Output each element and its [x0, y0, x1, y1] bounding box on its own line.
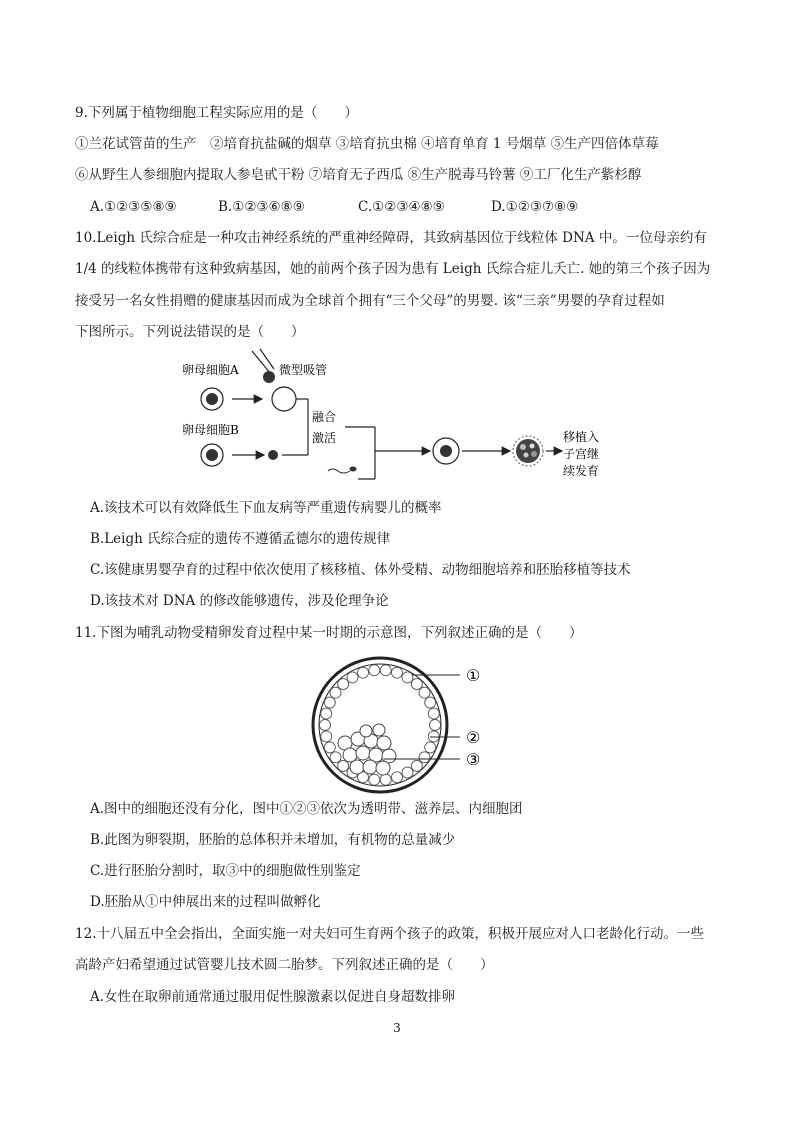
label-transfer-3: 续发育 — [563, 464, 600, 478]
trophoblast-cell — [411, 760, 422, 771]
trophoblast-cell — [419, 752, 430, 763]
micropipette — [252, 349, 275, 383]
q10-stem-line2: 1/4 的线粒体携带有这种致病基因，她的前两个孩子因为患有 Leigh 氏综合症儿夭亡. 她的第三个孩子因为 — [75, 261, 711, 277]
q11-option-a: A.图中的细胞还没有分化，图中①②③依次为透明带、滋养层、内细胞团 — [90, 801, 523, 817]
q10-option-c: C.该健康男婴孕育的过程中依次使用了核移植、体外受精、动物细胞培养和胚胎移植等技术 — [90, 562, 631, 578]
q11-option-d: D.胚胎从①中伸展出来的过程叫做孵化 — [90, 894, 321, 910]
q10-stem-line1: 10.Leigh 氏综合症是一种攻击神经系统的严重神经障碍，其致病基因位于线粒体 DNA 中。一位母亲约有 — [75, 230, 707, 246]
blastocyst-diagram — [300, 655, 500, 795]
label-activate: 激活 — [312, 431, 337, 445]
q12-stem-line1: 12.十八届五中全会指出，全面实施一对夫妇可生育两个孩子的政策，积极开展应对人口老龄化行动。一些 — [75, 926, 704, 942]
egg-cell-b — [201, 444, 223, 466]
sperm — [328, 467, 357, 474]
q9-items-line1: ①兰花试管苗的生产 ②培育抗盐碱的烟草 ③培育抗虫棉 ④培育单育 1 号烟草 ⑤生产四倍体草莓 — [75, 136, 659, 152]
trophoblast-cell — [380, 665, 391, 676]
trophoblast-cell — [338, 679, 349, 690]
trophoblast-cell — [425, 742, 436, 753]
label-fuse: 融合 — [312, 410, 337, 424]
trophoblast-cell — [324, 697, 335, 708]
trophoblast-cell — [402, 767, 413, 778]
label-3: ③ — [466, 750, 481, 769]
label-pipette: 微型吸管 — [279, 363, 328, 377]
trophoblast-cell — [324, 742, 335, 753]
q12-option-a: A.女性在取卵前通常通过服用促性腺激素以促进自身超数排卵 — [90, 989, 456, 1005]
trophoblast-cell — [358, 667, 369, 678]
q9-option-b: B.①②③⑥⑧⑨ — [218, 199, 305, 215]
q9-option-a: A.①②③⑤⑧⑨ — [90, 199, 177, 215]
label-transfer-1: 移植入 — [563, 430, 600, 444]
label-2: ② — [466, 728, 481, 747]
trophoblast-cell — [392, 667, 403, 678]
trophoblast-cell — [321, 731, 332, 742]
trophoblast-cell — [419, 687, 430, 698]
label-egg-a: 卵母细胞A — [182, 363, 239, 377]
q9-stem: 9.下列属于植物细胞工程实际应用的是（ ） — [75, 105, 358, 121]
three-parent-baby-diagram — [170, 345, 630, 490]
trophoblast-cell — [402, 672, 413, 683]
q9-items-line2: ⑥从野生人参细胞内提取人参皂甙干粉 ⑦培育无子西瓜 ⑧生产脱毒马铃薯 ⑨工厂化生产紫杉醇 — [75, 167, 642, 183]
q10-stem-line3: 接受另一名女性捐赠的健康基因而成为全球首个拥有“三个父母”的男婴. 该“三亲”男婴的孕育过程如 — [75, 293, 665, 309]
zygote — [433, 438, 459, 464]
q10-option-a: A.该技术可以有效降低生下血友病等严重遗传病婴儿的概率 — [90, 500, 442, 516]
extracted-nucleus — [268, 450, 278, 460]
trophoblast-cell — [428, 731, 439, 742]
q9-option-c: C.①②③④⑧⑨ — [358, 199, 445, 215]
q10-stem-line4: 下图所示。下列说法错误的是（ ） — [75, 324, 305, 340]
q9-option-d: D.①②③⑦⑧⑨ — [491, 199, 579, 215]
q10-option-d: D.该技术对 DNA 的修改能够遗传，涉及伦理争论 — [90, 593, 389, 609]
trophoblast-cell — [369, 665, 380, 676]
trophoblast-cell — [330, 752, 341, 763]
trophoblast-cell — [430, 720, 441, 731]
trophoblast-cell — [425, 697, 436, 708]
trophoblast-cell — [338, 760, 349, 771]
q12-stem-line2: 高龄产妇希望通过试管婴儿技术圆二胎梦。下列叙述正确的是（ ） — [75, 957, 494, 973]
q10-option-b: B.Leigh 氏综合症的遗传不遵循孟德尔的遗传规律 — [90, 531, 391, 547]
q11-option-b: B.此图为卵裂期，胚胎的总体积并未增加，有机物的总量减少 — [90, 832, 456, 848]
trophoblast-cell — [320, 720, 331, 731]
label-1: ① — [466, 666, 481, 685]
egg-cell-a — [201, 388, 223, 410]
label-egg-b: 卵母细胞B — [182, 423, 239, 437]
enucleated-egg — [272, 387, 296, 411]
trophoblast-cell — [428, 708, 439, 719]
trophoblast-cell — [330, 687, 341, 698]
trophoblast-cell — [321, 708, 332, 719]
q11-stem: 11.下图为哺乳动物受精卵发育过程中某一时期的示意图，下列叙述正确的是（ ） — [75, 625, 583, 641]
page-number: 3 — [393, 1021, 401, 1035]
q11-option-c: C.进行胚胎分割时，取③中的细胞做性别鉴定 — [90, 863, 361, 879]
trophoblast-cell — [392, 772, 403, 783]
label-transfer-2: 子宫继 — [563, 447, 600, 461]
trophoblast-cell — [347, 672, 358, 683]
early-embryo — [513, 436, 543, 466]
trophoblast-cell — [380, 774, 391, 785]
trophoblast-cell — [411, 679, 422, 690]
trophoblast-cell — [369, 774, 380, 785]
